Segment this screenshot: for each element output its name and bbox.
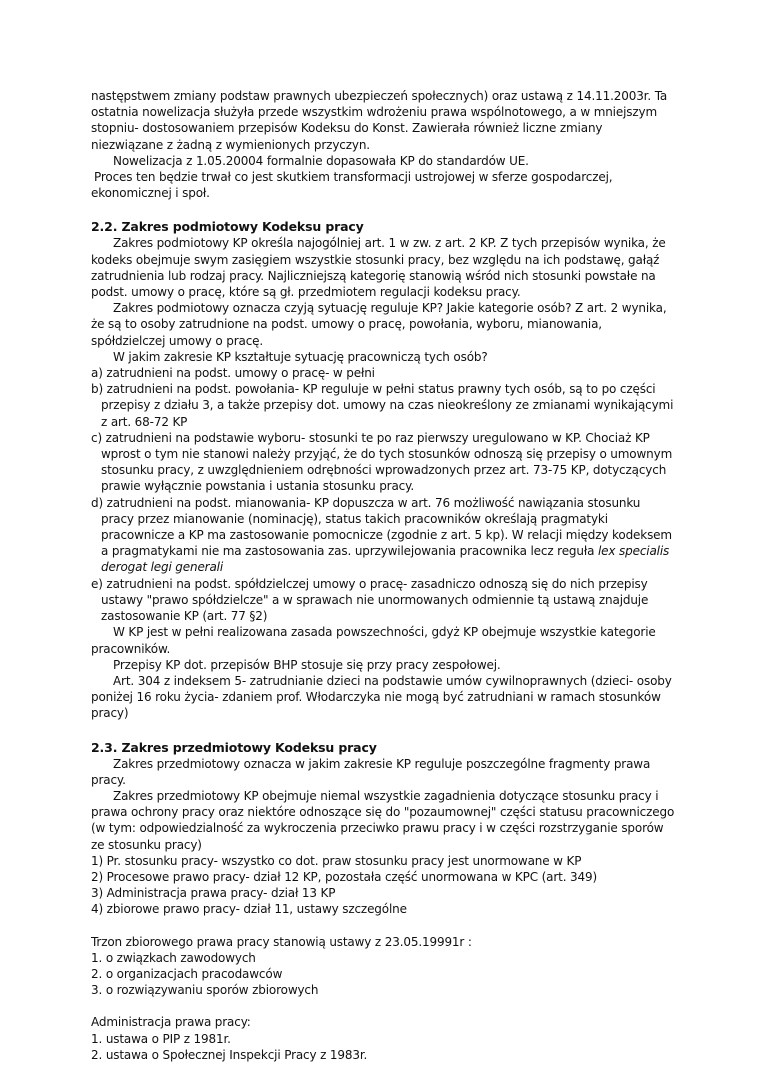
collective-law-intro: Trzon zbiorowego prawa pracy stanowią ustawy z 23.05.19991r : [91, 934, 472, 949]
section22-paragraph-3: W jakim zakresie KP kształtuje sytuację pracowniczą tych osób? [113, 349, 488, 364]
list-item-e: e) zatrudnieni na podst. spółdzielczej umowy o pracę- zasadniczo odnoszą się do nich przepisy ustawy "prawo spółdzielcze" a w sprawach nie unormowanych odmiennie tą ustawą znajduje zastosowanie KP (art. 77 §2) [91, 576, 649, 624]
collective-list-item: 3. o rozwiązywaniu sporów zbiorowych [91, 983, 319, 998]
section23-list-item: 2) Procesowe prawo pracy- dział 12 KP, pozostała część unormowana w KPC (art. 349) [91, 869, 598, 884]
administration-list-item: 1. ustawa o PIP z 1981r. [91, 1031, 231, 1046]
latin-maxim: lex specialis derogat legi generali [101, 544, 670, 575]
section-heading-2-3: 2.3. Zakres przedmiotowy Kodeksu pracy [91, 739, 377, 755]
list-item-c: c) zatrudnieni na podstawie wyboru- stosunki te po raz pierwszy uregulowano w KP. Chociaż KP wprost o tym nie stanowi należy przyjąć, że do tych stosunków odnoszą się przepisy o umownym stosunku pracy, z uwzględnieniem odrębności wprowadzonych przez art. 73-75 KP, dotyczących prawie wyłącznie powstania i ustania stosunku pracy. [91, 430, 673, 494]
section23-paragraph-1: Zakres przedmiotowy oznacza w jakim zakresie KP reguluje poszczególne fragmenty prawa pracy. [91, 756, 651, 787]
intro-paragraph-1: następstwem zmiany podstaw prawnych ubezpieczeń społecznych) oraz ustawą z 14.11.2003r. Ta ostatnia nowelizacja służyła przede wszystkim wdrożeniu prawa wspólnotowego, a w mniejszym stopniu- dostosowaniem przepisów Kodeksu do Konst. Zawierała również liczne zmiany niezwiązane z żadną z wymienionych przyczyn. [91, 89, 668, 152]
section22-paragraph-4: W KP jest w pełni realizowana zasada powszechności, gdyż KP obejmuje wszystkie kategorie pracowników. [91, 625, 656, 656]
section22-paragraph-5: Przepisy KP dot. przepisów BHP stosuje się przy pracy zespołowej. [113, 657, 501, 672]
list-item-d-text: d) zatrudnieni na podst. mianowania- KP dopuszcza w art. 76 możliwość nawiązania stosunku pracy przez mianowanie (nominację), status takich pracowników określają pragmatyki pracownicze a KP ma zastosowanie pomocnicze (zgodnie z art. 5 kp). W relacji między kodeksem a pragmatykami nie ma zastosowania zas. uprzywilejowania pracownika lecz reguła [91, 495, 672, 559]
section23-paragraph-2: Zakres przedmiotowy KP obejmuje niemal wszystkie zagadnienia dotyczące stosunku pracy i prawa ochrony pracy oraz niektóre odnoszące się do "pozaumownej" części statusu pracowniczego (w tym: odpowiedzialność za wykroczenia przeciwko prawu pracy i w części rozstrzyganie sporów ze stosunku pracy) [91, 788, 675, 852]
section23-list-item: 3) Administracja prawa pracy- dział 13 KP [91, 886, 336, 901]
section-heading-2-2: 2.2. Zakres podmiotowy Kodeksu pracy [91, 219, 364, 235]
list-item-d [91, 495, 676, 576]
collective-list-item: 1. o związkach zawodowych [91, 950, 256, 965]
section22-paragraph-6: Art. 304 z indeksem 5- zatrudnianie dzieci na podstawie umów cywilnoprawnych (dzieci- osoby poniżej 16 roku życia- zdaniem prof. Włodarczyka nie mogą być zatrudniani w ramach stosunków pracy) [91, 673, 672, 721]
document-page [91, 88, 676, 1063]
collective-list-item: 2. o organizacjach pracodawców [91, 966, 283, 981]
intro-paragraph-2: Nowelizacja z 1.05.20004 formalnie dopasowała KP do standardów UE. [113, 153, 529, 168]
list-item-a: a) zatrudnieni na podst. umowy o pracę- w pełni [91, 366, 375, 381]
administration-list-item: 2. ustawa o Społecznej Inspekcji Pracy z 1983r. [91, 1047, 368, 1062]
administration-intro: Administracja prawa pracy: [91, 1015, 251, 1030]
section23-list-item: 1) Pr. stosunku pracy- wszystko co dot. praw stosunku pracy jest unormowane w KP [91, 853, 582, 868]
section23-list-item: 4) zbiorowe prawo pracy- dział 11, ustawy szczególne [91, 902, 407, 917]
section22-paragraph-1: Zakres podmiotowy KP określa najogólniej art. 1 w zw. z art. 2 KP. Z tych przepisów wynika, że kodeks obejmuje swym zasięgiem wszystkie stosunki pracy, bez względu na ich podstawę, gałąź zatrudnienia lub rodzaj pracy. Najliczniejszą kategorię stanowią wśród nich stosunki powstałe na podst. umowy o pracę, które są gł. przedmiotem regulacji kodeksu pracy. [91, 236, 666, 300]
section22-paragraph-2: Zakres podmiotowy oznacza czyją sytuację reguluje KP? Jakie kategorie osób? Z art. 2 wynika, że są to osoby zatrudnione na podst. umowy o pracę, powołania, wyboru, mianowania, spółdzielczej umowy o pracę. [91, 301, 667, 348]
intro-paragraph-3: Proces ten będzie trwał co jest skutkiem transformacji ustrojowej w sferze gospodarczej, ekonomicznej i społ. [91, 170, 613, 201]
list-item-b: b) zatrudnieni na podst. powołania- KP reguluje w pełni status prawny tych osób, są to po części przepisy z działu 3, a także przepisy dot. umowy na czas nieokreślony ze zmianami wynikającymi z art. 68-72 KP [91, 382, 674, 429]
